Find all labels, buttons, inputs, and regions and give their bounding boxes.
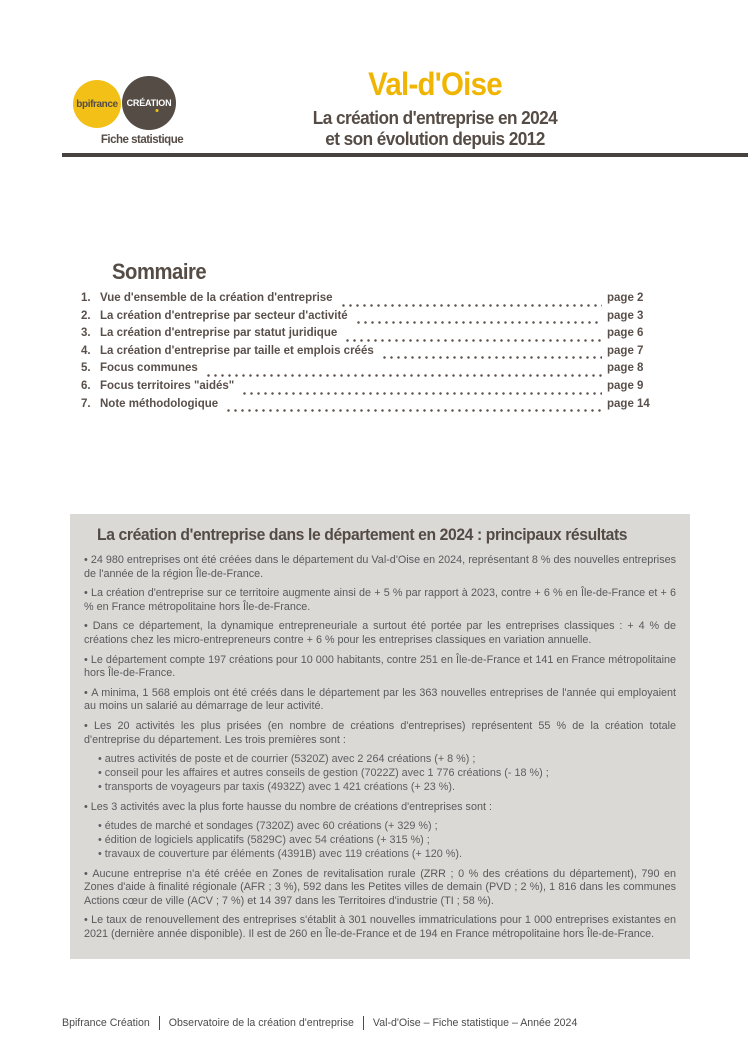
result-bullet-densite: • Le département compte 197 créations pour 10 000 habitants, contre 251 en Île-de-France et 141 en France métropolitaine hors Île-de-France. xyxy=(84,654,676,681)
toc-item-number: 1. xyxy=(81,292,91,304)
result-bullet-hausse-activites: • Les 3 activités avec la plus forte hausse du nombre de créations d'entreprises sont : xyxy=(84,801,676,815)
toc-item-number: 6. xyxy=(81,379,91,392)
creation-logo-icon xyxy=(122,76,176,130)
toc-leader-dots xyxy=(381,356,602,359)
toc-item-number: 5. xyxy=(81,362,91,375)
toc-item-7[interactable] xyxy=(81,398,659,416)
department-title: Val-d'Oise xyxy=(368,66,502,102)
toc-item-number: 4. xyxy=(81,344,91,357)
toc-item-4[interactable] xyxy=(81,345,659,363)
toc-item-label: Focus territoires "aidés" xyxy=(100,379,235,392)
result-sub-bullet: • autres activités de poste et de courrier (5320Z) avec 2 264 créations (+ 8 %) ; xyxy=(98,753,676,767)
hausse-activites-list xyxy=(98,820,676,861)
toc-item-label: Vue d'ensemble de la création d'entreprise xyxy=(100,292,333,304)
key-results-box xyxy=(70,514,690,959)
result-bullet-evolution: • La création d'entreprise sur ce territoire augmente ainsi de + 5 % par rapport à 2023, contre + 6 % en Île-de-France et + 6 % en France métropolitaine hors Île-de-France. xyxy=(84,587,676,614)
toc-page-ref: page 8 xyxy=(607,362,644,375)
toc-item-3[interactable] xyxy=(81,327,659,345)
header-divider-rule xyxy=(62,153,748,157)
table-of-contents xyxy=(81,292,659,415)
creation-logo-i-dot: I xyxy=(155,98,159,108)
result-sub-bullet: • études de marché et sondages (7320Z) avec 60 créations (+ 329 %) ; xyxy=(98,820,676,834)
result-sub-bullet: • transports de voyageurs par taxis (4932Z) avec 1 421 créations (+ 23 %). xyxy=(98,781,676,795)
toc-item-label: La création d'entreprise par secteur d'activité xyxy=(100,309,348,322)
result-bullet-renouvellement: • Le taux de renouvellement des entreprises s'établit à 301 nouvelles immatriculations pour 1 000 entreprises existantes en 2021 (dernière année disponible). Il est de 260 en Île-de-France et de 194 en France métropolitaine hors Île-de-France. xyxy=(84,914,676,941)
footer-separator xyxy=(363,1016,364,1030)
toc-page-ref: page 7 xyxy=(607,344,644,357)
bpifrance-logo-icon xyxy=(73,80,121,128)
toc-leader-dots xyxy=(344,339,602,342)
report-subtitle-line2: et son évolution depuis 2012 xyxy=(325,128,545,149)
toc-leader-dots xyxy=(355,321,602,324)
top-activites-list xyxy=(98,753,676,794)
result-bullet-emplois: • A minima, 1 568 emplois ont été créés dans le département par les 363 nouvelles entreprises de l'année qui employaient au moins un salarié au démarrage de leur activité. xyxy=(84,687,676,714)
toc-item-number: 3. xyxy=(81,327,91,340)
result-sub-bullet: • conseil pour les affaires et autres conseils de gestion (7022Z) avec 1 776 créations (- 18 %) ; xyxy=(98,767,676,781)
footer-observatory: Observatoire de la création d'entreprise xyxy=(168,1017,354,1029)
toc-item-5[interactable] xyxy=(81,362,659,380)
toc-page-ref: page 2 xyxy=(607,292,644,304)
footer-separator xyxy=(159,1016,160,1030)
result-bullet-creations-total: • 24 980 entreprises ont été créées dans le département du Val-d'Oise en 2024, représentant 8 % des nouvelles entreprises de l'année de la région Île-de-France. xyxy=(84,554,676,581)
toc-item-1[interactable] xyxy=(81,292,659,310)
toc-item-label: Note méthodologique xyxy=(100,397,219,410)
toc-leader-dots xyxy=(205,374,602,377)
toc-leader-dots xyxy=(241,392,602,395)
footer-doc-ref: Val-d'Oise – Fiche statistique – Année 2024 xyxy=(372,1017,578,1029)
toc-leader-dots xyxy=(340,304,602,307)
toc-item-label: La création d'entreprise par statut juridique xyxy=(100,327,338,340)
toc-item-2[interactable] xyxy=(81,310,659,328)
result-sub-bullet: • édition de logiciels applicatifs (5829C) avec 54 créations (+ 315 %) ; xyxy=(98,834,676,848)
toc-item-number: 7. xyxy=(81,397,91,410)
toc-item-number: 2. xyxy=(81,309,91,322)
toc-heading: Sommaire xyxy=(112,259,207,284)
result-bullet-zones: • Aucune entreprise n'a été créée en Zones de revitalisation rurale (ZRR ; 0 % des créations du département), 790 en Zones d'aide à finalité régionale (AFR ; 3 %), 592 dans les Petites villes de demain (PVD ; 2 %), 1 816 dans les communes Actions cœur de ville (ACV ; 7 %) et 14 397 dans les Territoires d'industrie (TI ; 58 %). xyxy=(84,868,676,909)
report-subtitle-line1: La création d'entreprise en 2024 xyxy=(312,107,558,128)
footer-brand: Bpifrance Création xyxy=(62,1017,150,1029)
toc-page-ref: page 14 xyxy=(607,397,650,410)
creation-logo-text: CRÉATION xyxy=(126,98,172,108)
toc-item-label: La création d'entreprise par taille et emplois créés xyxy=(100,344,374,357)
toc-page-ref: page 3 xyxy=(607,309,644,322)
report-subtitle xyxy=(268,107,603,149)
toc-page-ref: page 9 xyxy=(607,379,644,392)
page-footer xyxy=(62,1016,702,1030)
toc-item-label: Focus communes xyxy=(100,362,198,375)
brand-logos xyxy=(70,74,210,146)
toc-page-ref: page 6 xyxy=(607,327,644,340)
result-bullet-top-activites: • Les 20 activités les plus prisées (en nombre de créations d'entreprises) représentent 55 % de la création totale d'entreprise du département. Les trois premières sont : xyxy=(84,720,676,747)
toc-leader-dots xyxy=(225,409,602,412)
results-box-title: La création d'entreprise dans le département en 2024 : principaux résultats xyxy=(97,526,628,544)
result-sub-bullet: • travaux de couverture par éléments (4391B) avec 119 créations (+ 120 %). xyxy=(98,848,676,862)
header-title-block xyxy=(255,66,615,149)
result-bullet-dynamique: • Dans ce département, la dynamique entrepreneuriale a surtout été portée par les entreprises classiques : + 4 % de créations chez les micro-entrepreneurs contre + 6 % pour les entreprises classiques en variation annuelle. xyxy=(84,620,676,647)
fiche-statistique-label: Fiche statistique xyxy=(100,134,184,146)
toc-item-6[interactable] xyxy=(81,380,659,398)
bpifrance-logo-text: bpifrance xyxy=(76,98,118,110)
